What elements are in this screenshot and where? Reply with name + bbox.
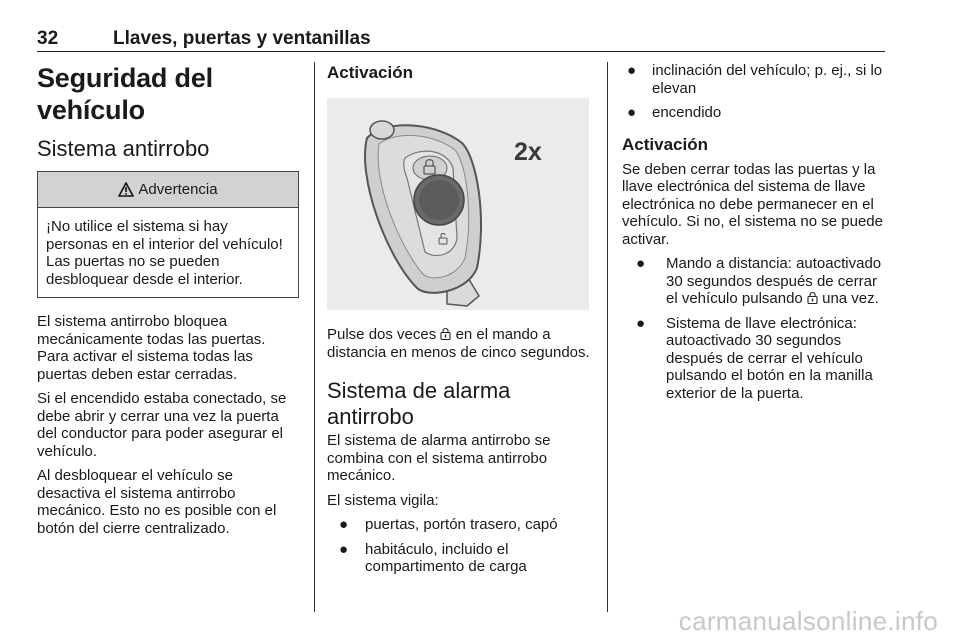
bullet: ● <box>636 314 646 332</box>
monitor-list-continued <box>622 62 888 122</box>
key-fob-illustration <box>327 98 589 310</box>
bullet: ● <box>627 104 637 121</box>
column-left <box>37 62 299 537</box>
list-item <box>622 315 888 403</box>
column-middle <box>327 62 592 576</box>
list-item-text: habitáculo, incluido el compartimento de carga <box>365 540 527 575</box>
column-divider <box>314 62 315 612</box>
bullet: ● <box>627 62 637 79</box>
page-header <box>37 28 885 52</box>
figure-label: 2x <box>514 138 542 166</box>
body-paragraph: Si el encendido estaba conectado, se debe abrir y cerrar una vez la puerta del conductor para poder asegurar el vehículo. <box>37 390 287 460</box>
bullet: ● <box>339 516 349 533</box>
list-item-text: Sistema de llave electrónica: autoactivado 30 segundos después de cerrar el vehículo pulsando el botón en la manilla exterior de la puerta. <box>666 314 873 402</box>
list-item <box>622 104 888 122</box>
column-right <box>622 62 888 402</box>
list-item <box>327 516 592 534</box>
lock-icon <box>807 291 818 304</box>
bullet: ● <box>636 255 646 272</box>
subsection-title: Sistema antirrobo <box>37 136 210 161</box>
body-paragraph: El sistema antirrobo bloquea mecánicamente todas las puertas. Para activar el sistema todas las puertas deben estar cerradas. <box>37 313 266 383</box>
warning-box <box>37 171 299 298</box>
list-item <box>622 62 888 97</box>
lock-icon <box>440 327 451 340</box>
key-fob-figure <box>327 98 589 310</box>
warning-header <box>38 172 298 208</box>
monitor-list <box>327 516 592 576</box>
body-paragraph: El sistema de alarma antirrobo se combina con el sistema antirrobo mecánico. <box>327 432 551 484</box>
caption-text: Pulse dos veces <box>327 326 437 343</box>
body-paragraph: Al desbloquear el vehículo se desactiva el sistema antirrobo mecánico. Esto no es posible con el botón del cierre centralizado. <box>37 467 277 537</box>
list-item-text: inclinación del vehículo; p. ej., si lo elevan <box>652 62 883 97</box>
column-divider <box>607 62 608 612</box>
list-item <box>622 255 888 308</box>
warning-triangle-icon <box>118 182 134 197</box>
body-paragraph: El sistema vigila: <box>327 491 439 509</box>
section-title: Seguridad del vehículo <box>37 63 213 125</box>
warning-body <box>38 208 298 297</box>
figure-caption <box>327 326 592 361</box>
activation-heading: Activación <box>622 134 708 154</box>
activation-list <box>622 255 888 402</box>
alarm-section-title: Sistema de alarma antirrobo <box>327 378 511 429</box>
body-paragraph: Se deben cerrar todas las puertas y la llave electrónica del sistema de llave electrónica no debe permanecer en el vehículo. Si no, el sistema no se puede activar. <box>622 160 883 248</box>
warning-title: Advertencia <box>138 181 218 198</box>
activation-heading: Activación <box>327 63 413 82</box>
list-item-text: una vez. <box>822 290 879 307</box>
list-item-text: puertas, portón trasero, capó <box>365 516 558 533</box>
list-item-text: Mando a distancia: autoactivado 30 segundos después de cerrar el vehículo pulsando <box>666 255 882 307</box>
page-number: 32 <box>37 28 59 49</box>
list-item-text: encendido <box>652 104 722 121</box>
watermark: carmanualsonline.info <box>678 606 938 636</box>
bullet: ● <box>339 540 349 558</box>
list-item <box>327 541 592 576</box>
warning-text: ¡No utilice el sistema si hay personas en el interior del vehículo! Las puertas no se pueden desbloquear desde el interior. <box>46 218 283 288</box>
caption-text: en el mando a distancia en menos de cinco segundos. <box>327 326 590 361</box>
chapter-title: Llaves, puertas y ventanillas <box>113 28 371 49</box>
